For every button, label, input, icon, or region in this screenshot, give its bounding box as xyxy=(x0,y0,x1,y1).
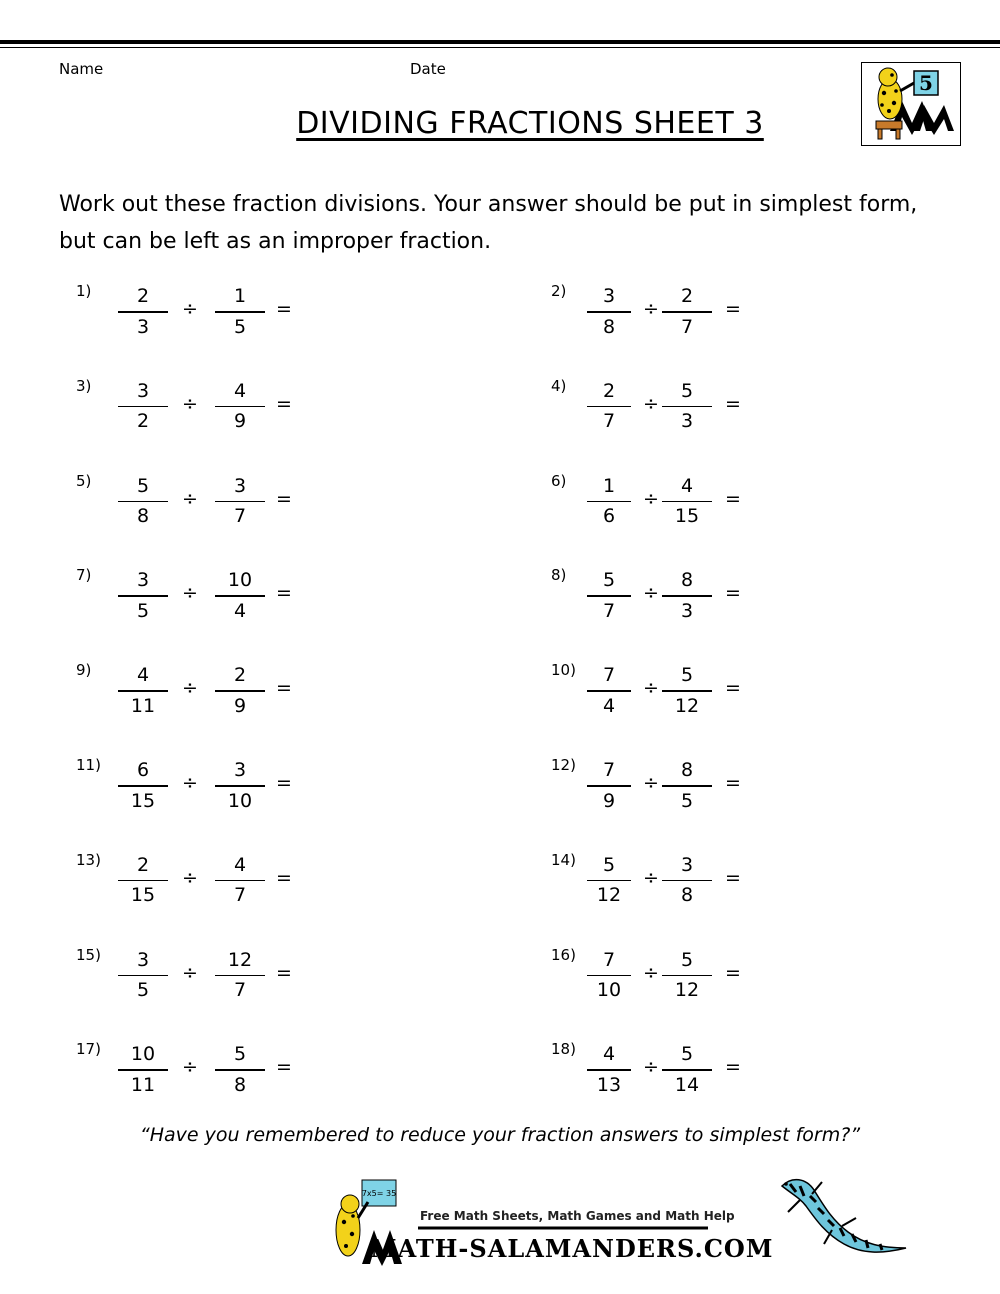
division-sign: ÷ xyxy=(643,772,659,794)
denominator: 15 xyxy=(130,789,156,812)
numerator: 12 xyxy=(227,948,253,971)
equals-sign: = xyxy=(725,961,741,984)
fraction-b xyxy=(662,756,712,816)
denominator: 2 xyxy=(136,410,150,433)
fraction-a xyxy=(587,282,631,342)
instructions: Work out these fraction divisions. Your answer should be put in simplest form, but can be left as an improper fraction. xyxy=(59,192,918,254)
problem-item xyxy=(76,377,376,441)
problem-number: 17) xyxy=(76,1040,101,1059)
problem-item xyxy=(551,1040,851,1104)
equals-sign: = xyxy=(276,392,292,415)
denominator: 7 xyxy=(233,505,247,528)
numerator: 5 xyxy=(602,853,616,876)
problem-item xyxy=(551,851,851,915)
numerator: 10 xyxy=(130,1043,156,1066)
numerator: 8 xyxy=(680,569,694,592)
denominator: 14 xyxy=(674,1073,700,1096)
numerator: 2 xyxy=(136,853,150,876)
fraction-a xyxy=(587,566,631,626)
fraction-b xyxy=(215,661,265,721)
division-sign: ÷ xyxy=(643,392,659,415)
division-sign: ÷ xyxy=(182,1056,198,1079)
numerator: 5 xyxy=(680,948,694,971)
numerator: 5 xyxy=(136,474,150,497)
numerator: 5 xyxy=(680,664,694,687)
problem-number: 4) xyxy=(551,376,567,395)
problem-number: 12) xyxy=(551,756,576,774)
equals-sign: = xyxy=(276,298,292,320)
fraction-b xyxy=(215,282,265,342)
problem-item xyxy=(551,946,851,1010)
denominator: 11 xyxy=(130,694,156,717)
equals-sign: = xyxy=(725,677,741,700)
fraction-a xyxy=(118,282,168,342)
equals-sign: = xyxy=(276,866,292,889)
equals-sign: = xyxy=(725,392,741,415)
division-sign: ÷ xyxy=(643,961,659,984)
salamander-teacher-icon xyxy=(862,63,960,145)
fraction-b xyxy=(215,472,265,532)
problem-item xyxy=(76,282,376,346)
problem-number: 1) xyxy=(76,282,92,300)
division-sign: ÷ xyxy=(643,866,659,889)
footer-badge-text: 7x5= 35 xyxy=(361,1189,397,1198)
page-title: DIVIDING FRACTIONS SHEET 3 xyxy=(296,106,764,141)
division-sign: ÷ xyxy=(182,866,198,889)
fraction-a xyxy=(587,472,631,532)
fraction-a xyxy=(118,851,168,911)
footer-tagline: Free Math Sheets, Math Games and Math Help xyxy=(420,1209,735,1223)
numerator: 2 xyxy=(680,285,694,307)
fraction-a xyxy=(587,1040,631,1100)
fraction-b xyxy=(215,1040,265,1100)
numerator: 3 xyxy=(136,379,150,402)
numerator: 5 xyxy=(602,569,616,592)
division-sign: ÷ xyxy=(182,772,198,794)
problem-item xyxy=(76,472,376,536)
fraction-a xyxy=(587,661,631,721)
equals-sign: = xyxy=(276,582,292,605)
denominator: 8 xyxy=(233,1073,247,1096)
problem-item xyxy=(551,282,851,346)
numerator: 4 xyxy=(136,664,150,687)
equals-sign: = xyxy=(725,866,741,889)
division-sign: ÷ xyxy=(643,298,659,320)
numerator: 4 xyxy=(233,853,247,876)
denominator: 3 xyxy=(680,410,694,433)
fraction-b xyxy=(662,282,712,342)
equals-sign: = xyxy=(276,677,292,700)
denominator: 7 xyxy=(602,410,616,433)
numerator: 3 xyxy=(136,569,150,592)
fraction-a xyxy=(118,566,168,626)
fraction-a xyxy=(118,1040,168,1100)
denominator: 9 xyxy=(602,789,616,812)
problem-item xyxy=(76,946,376,1010)
grade-logo xyxy=(861,62,961,146)
problem-number: 2) xyxy=(551,282,567,300)
denominator: 5 xyxy=(136,599,150,622)
division-sign: ÷ xyxy=(182,677,198,700)
problem-item xyxy=(76,566,376,630)
fraction-b xyxy=(662,472,712,532)
problem-number: 11) xyxy=(76,756,101,774)
division-sign: ÷ xyxy=(643,677,659,700)
fraction-a xyxy=(587,377,631,437)
denominator: 3 xyxy=(680,599,694,622)
equals-sign: = xyxy=(276,961,292,984)
numerator: 2 xyxy=(602,379,616,402)
denominator: 3 xyxy=(136,315,150,338)
numerator: 5 xyxy=(680,1043,694,1066)
fraction-a xyxy=(587,756,631,816)
fraction-b xyxy=(215,377,265,437)
numerator: 4 xyxy=(680,474,694,497)
numerator: 4 xyxy=(233,379,247,402)
denominator: 8 xyxy=(680,884,694,907)
numerator: 7 xyxy=(602,948,616,971)
numerator: 2 xyxy=(233,664,247,687)
numerator: 3 xyxy=(136,948,150,971)
fraction-b xyxy=(215,566,265,626)
fraction-b xyxy=(215,756,265,816)
fraction-b xyxy=(662,946,712,1006)
numerator: 2 xyxy=(136,285,150,307)
problem-item xyxy=(551,472,851,536)
problem-item xyxy=(76,1040,376,1104)
denominator: 12 xyxy=(674,979,700,1002)
equals-sign: = xyxy=(276,772,292,794)
numerator: 3 xyxy=(680,853,694,876)
problem-number: 10) xyxy=(551,661,576,680)
fraction-b xyxy=(662,566,712,626)
denominator: 4 xyxy=(233,599,247,622)
problem-number: 14) xyxy=(551,850,576,869)
top-rule-thick xyxy=(0,40,1000,44)
numerator: 5 xyxy=(680,379,694,402)
equals-sign: = xyxy=(276,487,292,510)
numerator: 1 xyxy=(602,474,616,497)
problem-item xyxy=(76,756,376,820)
equals-sign: = xyxy=(725,487,741,510)
division-sign: ÷ xyxy=(182,961,198,984)
denominator: 7 xyxy=(233,979,247,1002)
problem-item xyxy=(551,566,851,630)
fraction-a xyxy=(118,756,168,816)
fraction-b xyxy=(662,661,712,721)
problem-number: 5) xyxy=(76,471,92,490)
problem-item xyxy=(551,661,851,725)
numerator: 5 xyxy=(233,1043,247,1066)
denominator: 7 xyxy=(602,599,616,622)
problem-number: 7) xyxy=(76,566,92,585)
fraction-a xyxy=(118,946,168,1006)
problem-number: 9) xyxy=(76,661,92,680)
fraction-a xyxy=(118,472,168,532)
denominator: 7 xyxy=(233,884,247,907)
denominator: 9 xyxy=(233,410,247,433)
problem-number: 15) xyxy=(76,945,101,964)
date-label: Date xyxy=(410,60,446,78)
division-sign: ÷ xyxy=(643,487,659,510)
denominator: 5 xyxy=(136,979,150,1002)
denominator: 12 xyxy=(596,884,622,907)
denominator: 11 xyxy=(130,1073,156,1096)
numerator: 7 xyxy=(602,759,616,781)
denominator: 5 xyxy=(233,315,247,338)
numerator: 3 xyxy=(233,474,247,497)
problem-number: 13) xyxy=(76,850,101,869)
top-rule-thin xyxy=(0,47,1000,48)
equals-sign: = xyxy=(725,1056,741,1079)
numerator: 10 xyxy=(227,569,253,592)
fraction-b xyxy=(215,946,265,1006)
fraction-b xyxy=(662,1040,712,1100)
fraction-a xyxy=(118,377,168,437)
denominator: 7 xyxy=(680,315,694,338)
numerator: 8 xyxy=(680,759,694,781)
numerator: 3 xyxy=(233,759,247,781)
fraction-a xyxy=(587,946,631,1006)
problem-item xyxy=(76,661,376,725)
denominator: 13 xyxy=(596,1073,622,1096)
denominator: 6 xyxy=(602,505,616,528)
fraction-b xyxy=(215,851,265,911)
fraction-b xyxy=(662,377,712,437)
numerator: 7 xyxy=(602,664,616,687)
equals-sign: = xyxy=(725,772,741,794)
division-sign: ÷ xyxy=(643,1056,659,1079)
denominator: 10 xyxy=(227,789,253,812)
reminder-quote: “Have you remembered to reduce your fraction answers to simplest form?” xyxy=(139,1124,861,1146)
numerator: 1 xyxy=(233,285,247,307)
division-sign: ÷ xyxy=(182,298,198,320)
numerator: 3 xyxy=(602,285,616,307)
denominator: 12 xyxy=(674,694,700,717)
division-sign: ÷ xyxy=(643,582,659,605)
denominator: 8 xyxy=(136,505,150,528)
denominator: 8 xyxy=(602,315,616,338)
grade-badge-text: 5 xyxy=(919,71,933,95)
denominator: 5 xyxy=(680,789,694,812)
problem-number: 6) xyxy=(551,471,567,490)
denominator: 10 xyxy=(596,979,622,1002)
fraction-a xyxy=(587,851,631,911)
fraction-a xyxy=(118,661,168,721)
problem-number: 8) xyxy=(551,566,567,585)
division-sign: ÷ xyxy=(182,582,198,605)
problem-item xyxy=(551,756,851,820)
problem-number: 16) xyxy=(551,945,576,964)
division-sign: ÷ xyxy=(182,487,198,510)
denominator: 15 xyxy=(130,884,156,907)
problem-number: 18) xyxy=(551,1040,576,1059)
footer-site-name: MATH-SALAMANDERS.COM xyxy=(370,1234,774,1263)
salamander-icon xyxy=(770,1168,910,1268)
problem-item xyxy=(551,377,851,441)
fraction-b xyxy=(662,851,712,911)
problem-number: 3) xyxy=(76,376,92,395)
denominator: 15 xyxy=(674,505,700,528)
denominator: 9 xyxy=(233,694,247,717)
division-sign: ÷ xyxy=(182,392,198,415)
problem-item xyxy=(76,851,376,915)
denominator: 4 xyxy=(602,694,616,717)
numerator: 6 xyxy=(136,759,150,781)
equals-sign: = xyxy=(725,582,741,605)
equals-sign: = xyxy=(276,1056,292,1079)
equals-sign: = xyxy=(725,298,741,320)
name-label: Name xyxy=(59,60,104,78)
numerator: 4 xyxy=(602,1043,616,1066)
